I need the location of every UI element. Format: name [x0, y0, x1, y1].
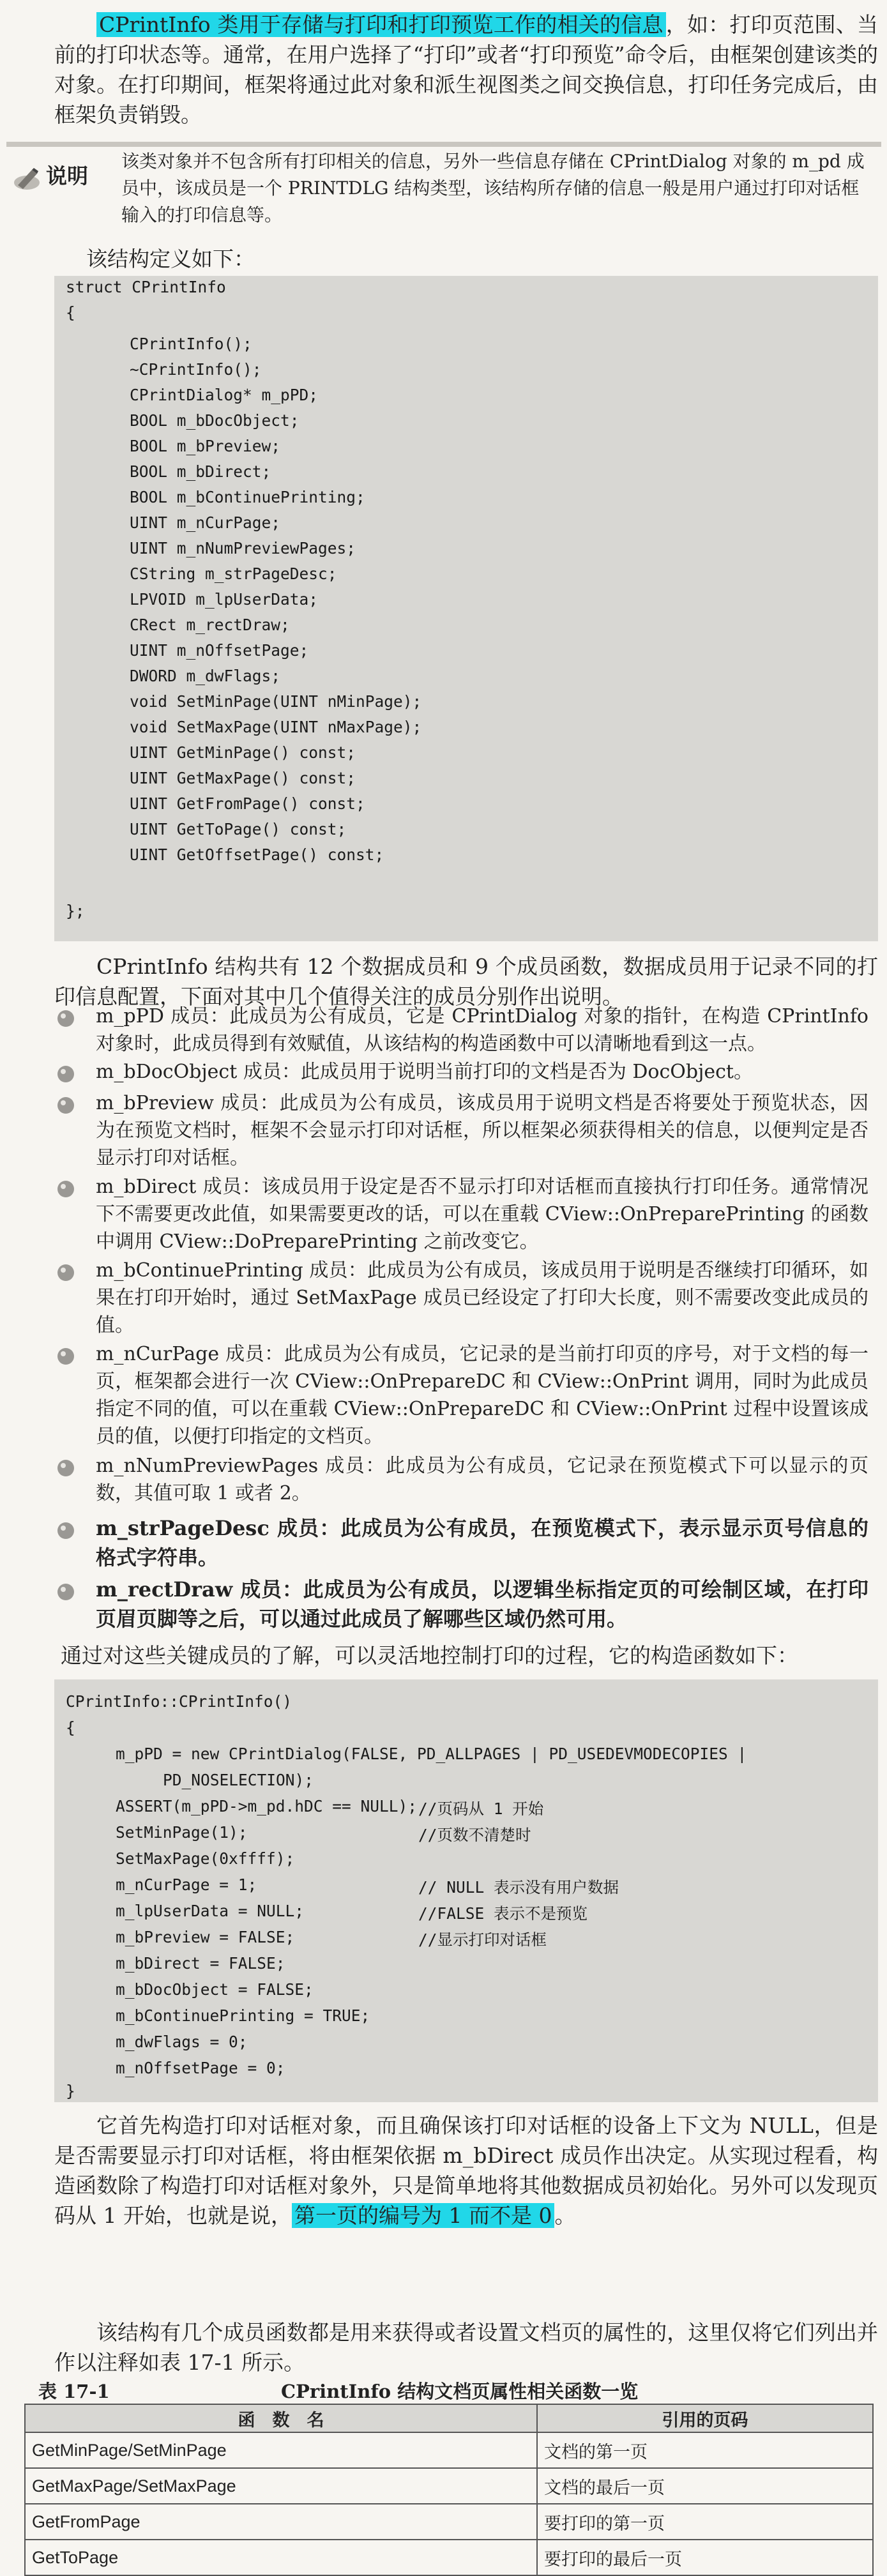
- bullet-icon: [56, 1263, 75, 1282]
- member-description: m_rectDraw 成员：此成员为公有成员，以逻辑坐标指定页的可绘制区域，在打印页眉页脚等之后，可以通过此成员了解哪些区域仍然可用。: [96, 1577, 868, 1631]
- code-line: ASSERT(m_pPD->m_pd.hDC == NULL);: [116, 1797, 418, 1815]
- code-comment: //显示打印对话框: [418, 1930, 547, 1949]
- code-line: m_nCurPage = 1;: [116, 1875, 257, 1894]
- constructor-explanation: [54, 2110, 878, 2231]
- code-line: CString m_strPageDesc;: [130, 564, 337, 583]
- table-row: [25, 2432, 873, 2468]
- note-text: 该类对象并不包含所有打印相关的信息，另外一些信息存储在 CPrintDialog 对象的 m_pd 成员中，该成员是一个 PRINTDLG 结构类型，该结构所存储的信息一般是用户通过打印对话框输入的打印信息等。: [121, 151, 865, 225]
- highlighted-text: 第一页的编号为 1 而不是 0: [292, 2203, 554, 2228]
- code-line: SetMinPage(1);: [116, 1823, 248, 1842]
- bullet-icon: [56, 1582, 75, 1602]
- table-cell: GetFromPage: [25, 2504, 537, 2540]
- code-line: m_bDocObject = FALSE;: [116, 1980, 314, 1999]
- note-label: 说明: [46, 163, 88, 188]
- code-line: UINT m_nNumPreviewPages;: [130, 539, 356, 557]
- code-line: UINT GetMinPage() const;: [130, 743, 356, 762]
- code-line: m_lpUserData = NULL;: [116, 1902, 305, 1920]
- code-line: m_bContinuePrinting = TRUE;: [116, 2006, 370, 2025]
- table-header-row: [25, 2404, 873, 2432]
- code-line: CPrintDialog* m_pPD;: [130, 386, 319, 404]
- code-line: CPrintInfo::CPrintInfo(): [66, 1692, 292, 1711]
- table-cell: 文档的第一页: [537, 2432, 873, 2468]
- member-description: m_bDocObject 成员：此成员用于说明当前打印的文档是否为 DocObject。: [96, 1061, 753, 1083]
- table-number: 表 17-1: [38, 2381, 110, 2402]
- table-row: [25, 2468, 873, 2504]
- code-line: m_bDirect = FALSE;: [116, 1954, 285, 1973]
- bullet-icon: [56, 1521, 75, 1540]
- code-line: UINT GetMaxPage() const;: [130, 769, 356, 787]
- bullet-icon: [56, 1458, 75, 1478]
- code-comment: //FALSE 表示不是预览: [418, 1904, 588, 1923]
- code-line: void SetMinPage(UINT nMinPage);: [130, 692, 422, 711]
- code-line: UINT m_nCurPage;: [130, 513, 281, 532]
- code-line: void SetMaxPage(UINT nMaxPage);: [130, 718, 422, 736]
- table-cell: GetMaxPage/SetMaxPage: [25, 2468, 537, 2504]
- constructor-intro: 通过对这些关键成员的了解，可以灵活地控制打印的过程，它的构造函数如下：: [61, 1643, 798, 1668]
- code-line: {: [66, 1718, 75, 1737]
- struct-code-block: [54, 276, 878, 941]
- member-description: m_nCurPage 成员：此成员为公有成员，它记录的是当前打印页的序号，对于文档的每一页，框架都会进行一次 CView::OnPrepareDC 和 CView::OnPrint 调用，同时为此成员指定不同的值，可以在重载 CView::OnPrepareDC 和 CView::OnPrint 过程中设置该成员的值，以便打印指定的文档页。: [96, 1343, 868, 1448]
- bullet-icon: [56, 1009, 75, 1028]
- column-header: 函 数 名: [25, 2404, 537, 2432]
- members-paragraph: CPrintInfo 结构共有 12 个数据成员和 9 个成员函数，数据成员用于记录不同的打印信息配置，下面对其中几个值得关注的成员分别作出说明。: [54, 954, 878, 1009]
- code-line: UINT GetOffsetPage() const;: [130, 845, 384, 864]
- paragraph-text: ，如：打印页范围、当前的打印状态等。通常，在用户选择了“打印”或者“打印预览”命令后，由框架创建该类的对象。在打印期间，框架将通过此对象和派生视图类之间交换信息，打印任务完成后，由框架负责销毁。: [54, 12, 878, 127]
- member-description: m_bContinuePrinting 成员：此成员为公有成员，该成员用于说明是否继续打印循环，如果在打印开始时，通过 SetMaxPage 成员已经设定了打印大长度，则不需要改变此成员的值。: [96, 1259, 868, 1337]
- code-comment: //页数不清楚时: [418, 1826, 531, 1844]
- constructor-code-block: [54, 1679, 878, 2102]
- highlighted-text: CPrintInfo 类用于存储与打印和打印预览工作的相关的信息: [96, 12, 666, 37]
- intro-paragraph: [54, 10, 878, 130]
- code-line: struct CPrintInfo: [66, 278, 226, 296]
- note-divider: [6, 142, 881, 147]
- code-line: m_pPD = new CPrintDialog(FALSE, PD_ALLPAGES | PD_USEDEVMODECOPIES |: [116, 1745, 747, 1763]
- code-line: LPVOID m_lpUserData;: [130, 590, 319, 609]
- table-title: CPrintInfo 结构文档页属性相关函数一览: [281, 2381, 639, 2402]
- code-line: BOOL m_bDirect;: [130, 462, 271, 481]
- member-description: m_nNumPreviewPages 成员：此成员为公有成员，它记录在预览模式下可以显示的页数，其值可取 1 或者 2。: [96, 1455, 868, 1504]
- code-line: ~CPrintInfo();: [130, 360, 262, 379]
- bullet-icon: [56, 1347, 75, 1366]
- pencil-note-icon: [13, 166, 41, 192]
- code-line: {: [66, 303, 75, 322]
- struct-intro: 该结构定义如下：: [86, 246, 255, 271]
- member-description: m_strPageDesc 成员：此成员为公有成员，在预览模式下，表示显示页号信息的格式字符串。: [96, 1516, 868, 1570]
- paragraph-text: 它首先构造打印对话框对象，而且确保该打印对话框的设备上下文为 NULL，但是是否需要显示打印对话框，将由框架依据 m_bDirect 成员作出决定。从实现过程看，构造函数除了构造打印对话框对象外，只是简单地将其他数据成员初始化。另外可以发现页码从 1 开始，也就是说，: [54, 2113, 878, 2228]
- paragraph-text: 。: [554, 2203, 576, 2228]
- code-line: SetMaxPage(0xffff);: [116, 1849, 295, 1868]
- code-line: UINT GetFromPage() const;: [130, 794, 365, 813]
- member-description: m_pPD 成员：此成员为公有成员，它是 CPrintDialog 对象的指针，在构造 CPrintInfo 对象时，此成员得到有效赋值，从该结构的构造函数中可以清晰地看到这一点。: [96, 1005, 868, 1055]
- code-line: UINT GetToPage() const;: [130, 820, 347, 838]
- code-line: UINT m_nOffsetPage;: [130, 641, 309, 660]
- code-comment: // NULL 表示没有用户数据: [418, 1878, 619, 1897]
- table-cell: 文档的最后一页: [537, 2468, 873, 2504]
- code-line: BOOL m_bDocObject;: [130, 411, 299, 430]
- code-line: m_dwFlags = 0;: [116, 2033, 248, 2051]
- table-cell: GetMinPage/SetMinPage: [25, 2432, 537, 2468]
- code-line: DWORD m_dwFlags;: [130, 667, 281, 685]
- member-description: m_bDirect 成员：该成员用于设定是否不显示打印对话框而直接执行打印任务。通常情况下不需要更改此值，如果需要更改的话，可以在重载 CView::OnPreparePrinting 的函数中调用 CView::DoPreparePrinting 之前改变它。: [96, 1176, 868, 1253]
- functions-paragraph: 该结构有几个成员函数都是用来获得或者设置文档页的属性的，这里仅将它们列出并作以注释如表 17-1 所示。: [54, 2320, 878, 2375]
- code-line: CPrintInfo();: [130, 335, 252, 353]
- table-cell: 要打印的最后一页: [537, 2540, 873, 2575]
- note-box: [6, 142, 881, 236]
- member-description: m_bPreview 成员：此成员为公有成员，该成员用于说明文档是否将要处于预览状态，因为在预览文档时，框架不会显示打印对话框，所以框架必须获得相关的信息，以便判定是否显示打印对话框。: [96, 1092, 868, 1169]
- table-cell: 要打印的第一页: [537, 2504, 873, 2540]
- code-line: m_nOffsetPage = 0;: [116, 2059, 285, 2077]
- code-line: };: [66, 902, 85, 920]
- code-line: CRect m_rectDraw;: [130, 616, 290, 634]
- bullet-icon: [56, 1179, 75, 1199]
- bullet-icon: [56, 1064, 75, 1084]
- page-functions-table: [24, 2404, 874, 2576]
- code-line: BOOL m_bContinuePrinting;: [130, 488, 365, 506]
- code-comment: //页码从 1 开始: [418, 1799, 544, 1818]
- bullet-icon: [56, 1096, 75, 1115]
- column-header: 引用的页码: [537, 2404, 873, 2432]
- table-row: [25, 2540, 873, 2575]
- code-line: }: [66, 2082, 75, 2100]
- table-row: [25, 2504, 873, 2540]
- table-cell: GetToPage: [25, 2540, 537, 2575]
- code-line: BOOL m_bPreview;: [130, 437, 281, 455]
- code-line: m_bPreview = FALSE;: [116, 1928, 295, 1946]
- code-line: PD_NOSELECTION);: [163, 1771, 314, 1789]
